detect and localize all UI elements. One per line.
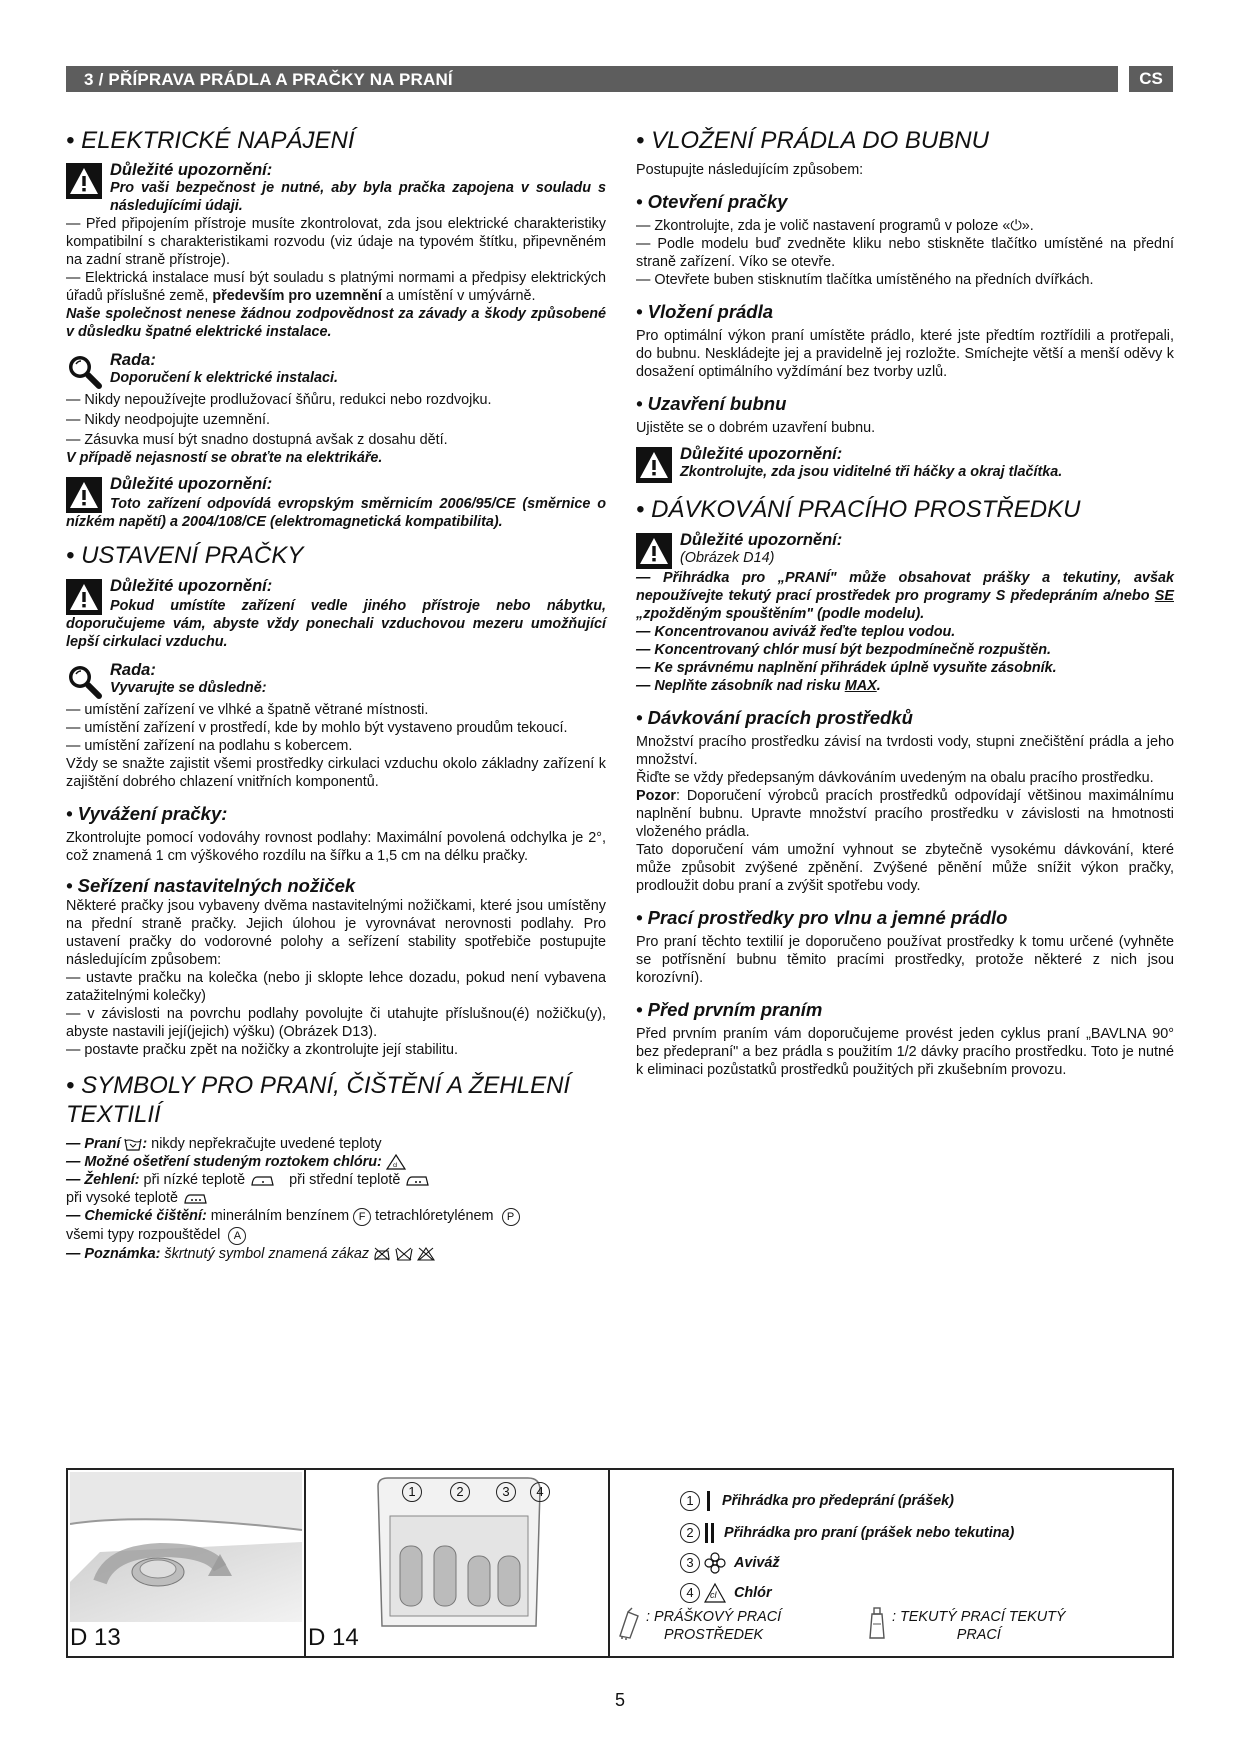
magnifier-icon bbox=[66, 663, 102, 699]
iron-medium-icon bbox=[404, 1173, 432, 1187]
paragraph: Pro optimální výkon praní umístěte prádlo, které jste předtím roztřídili a protřepali, do bubnu. Neskládejte jej a pravidelně jej rozložte. Smíchejte větší a menší oděvy k dosažení optimálního vyždímání bez tvorby uzlů. bbox=[636, 328, 1174, 381]
legend-row-1 bbox=[680, 1490, 954, 1512]
compartment-3-badge: 3 bbox=[496, 1482, 516, 1502]
warning-icon bbox=[636, 447, 672, 483]
figure-label-d13: D 13 bbox=[70, 1624, 121, 1651]
warning-text: Pro vaši bezpečnost je nutné, aby byla pračka zapojena v souladu s následujícími údaji. bbox=[110, 180, 606, 215]
chlorine-icon bbox=[704, 1582, 726, 1604]
list-item: — Otevřete buben stisknutím tlačítka umístěného na předních dvířkách. bbox=[636, 272, 1094, 289]
liquid-label-line2: PRACÍ bbox=[956, 1627, 1001, 1643]
list-item: — Nikdy neodpojujte uzemnění. bbox=[66, 412, 270, 429]
iron-high-icon bbox=[182, 1191, 210, 1205]
symbol-line-chem bbox=[66, 1207, 606, 1226]
powder-label bbox=[646, 1608, 781, 1644]
subheading-pred-pranim: • Před prvním praním bbox=[636, 998, 823, 1020]
chlorine-icon-label: cl bbox=[710, 1590, 717, 1600]
warning-text: Toto zařízení odpovídá evropským směrnicím 2006/95/CE (směrnice o nízkém napětí) a 2004/108/CE (elektromagnetická kompatibilita). bbox=[66, 496, 606, 531]
text: — Elektrická instalace musí být souladu s platnými normami a předpisy elektrických úřadů příslušné země, bbox=[66, 270, 606, 305]
warning-icon bbox=[66, 163, 102, 199]
compartment-2-badge: 2 bbox=[450, 1482, 470, 1502]
list-item: — Ke správnému naplnění přihrádek úplně vysuňte zásobník. bbox=[636, 659, 1057, 676]
left-column bbox=[66, 122, 606, 1263]
right-column bbox=[636, 122, 1174, 1079]
subheading-davkovani-prostredku: • Dávkování pracích prostředků bbox=[636, 706, 913, 728]
paragraph: Postupujte následujícím způsobem: bbox=[636, 162, 864, 179]
warning-text: (Obrázek D14) bbox=[680, 549, 775, 566]
text: při vysoké teplotě bbox=[66, 1190, 178, 1207]
text-underlined: SE bbox=[1154, 587, 1174, 604]
symbol-line-poznamka bbox=[66, 1245, 606, 1263]
symbol-line-zehleni bbox=[66, 1171, 606, 1189]
text: a umístění v umývárně. bbox=[381, 288, 536, 305]
paragraph: Vždy se snažte zajistit všemi prostředky cirkulaci vzduchu okolo základny zařízení k zajištění dobrého chlazení vnitřních komponentů. bbox=[66, 755, 606, 790]
warning-icon bbox=[66, 477, 102, 513]
list-item: — v závislosti na povrchu podlahy povolujte či utahujte příslušnou(é) nožičku(y), abyste nastavili její(jejich) výšku) (Obrázek D13). bbox=[66, 1005, 606, 1040]
text: při střední teplotě bbox=[289, 1172, 401, 1189]
colon: : bbox=[142, 1136, 148, 1153]
paragraph: Pro praní těchto textilií je doporučeno používat prostředky k tomu určené (vyhněte se potřísnění bubnu těmito pracími prostředky, protože některé z nich jsou korozívní). bbox=[636, 933, 1174, 986]
page-number: 5 bbox=[614, 1690, 625, 1710]
crossed-iron-icon bbox=[373, 1247, 391, 1261]
text: škrtnutý symbol znamená zákaz bbox=[160, 1246, 370, 1263]
tip-block-2 bbox=[66, 661, 606, 699]
paragraph bbox=[636, 787, 1174, 841]
label: — Poznámka: bbox=[66, 1246, 161, 1263]
text: — Přihrádka pro „PRANÍ" může obsahovat prášky a tekutiny, avšak nepoužívejte tekutý prací prostředek pro programy S předepráním a/nebo bbox=[636, 569, 1174, 604]
subheading-serizeni: • Seřízení nastavitelných nožiček bbox=[66, 874, 356, 896]
symbol-line-zehleni-high bbox=[66, 1189, 606, 1207]
paragraph: Řiďte se vždy předepsaným dávkováním uvedeným na obalu pracího prostředku. bbox=[636, 769, 1154, 786]
symbol-line-chlor bbox=[66, 1153, 606, 1171]
section-header bbox=[66, 66, 1118, 92]
tip-title: Rada: bbox=[110, 660, 156, 679]
subheading-uzavreni: • Uzavření bubnu bbox=[636, 393, 787, 415]
warning-block-1 bbox=[66, 161, 606, 215]
list-item: — Zkontrolujte, zda je volič nastavení programů v poloze «⏻». bbox=[636, 218, 1034, 235]
single-bar-icon bbox=[704, 1490, 714, 1512]
wash-tub-icon bbox=[124, 1137, 142, 1151]
dryclean-f-icon: F bbox=[353, 1208, 371, 1226]
warning-block-5 bbox=[636, 531, 1174, 569]
text: : Doporučení výrobců pracích prostředků odpovídají většinou maximálnímu naplnění bubnu. Upravte množství pracího prostředku v závislosti na hmotnosti vloženého prádla. bbox=[636, 787, 1174, 840]
list-item: — postavte pračku zpět na nožičky a zkontrolujte její stabilitu. bbox=[66, 1041, 458, 1058]
warning-title: Důležité upozornění: bbox=[680, 530, 843, 549]
text-underlined: MAX bbox=[844, 677, 877, 694]
list-item: — Nikdy nepoužívejte prodlužovací šňůru, redukci nebo rozdvojku. bbox=[66, 392, 492, 409]
legend-row-2 bbox=[680, 1522, 1014, 1544]
compartment-1-badge: 1 bbox=[402, 1482, 422, 1502]
text: při nízké teplotě bbox=[139, 1172, 246, 1189]
text: minerálním benzínem bbox=[206, 1208, 350, 1225]
list-item: — umístění zařízení v prostředí, kde by mohlo být vystaveno proudům tekoucí. bbox=[66, 719, 568, 736]
label: — Žehlení: bbox=[66, 1172, 140, 1189]
heading-davkovani: • DÁVKOVÁNÍ PRACÍHO PROSTŘEDKU bbox=[636, 496, 1081, 524]
paragraph: Zkontrolujte pomocí vodováhy rovnost podlahy: Maximální povolená odchylka je 2°, což znamená 1 cm výškového rozdílu na šířku a 1,5 cm na délku pračky. bbox=[66, 829, 606, 864]
tip-block-1 bbox=[66, 351, 606, 389]
legend-num: 2 bbox=[680, 1523, 700, 1543]
label: — Praní bbox=[66, 1136, 121, 1153]
legend-num: 3 bbox=[680, 1553, 700, 1573]
legend-num: 4 bbox=[680, 1583, 700, 1603]
list-item: — Koncentrovanou aviváž řeďte teplou vodou. bbox=[636, 623, 956, 640]
double-bar-icon bbox=[704, 1522, 716, 1544]
list-item: — Podle modelu buď zvedněte kliku nebo stiskněte tlačítko umístěné na přední straně zařízení. Víko se otevře. bbox=[636, 236, 1174, 271]
label: — Chemické čištění: bbox=[66, 1208, 207, 1225]
heading-symboly: • SYMBOLY PRO PRANÍ, ČIŠTĚNÍ A ŽEHLENÍ TEXTILIÍ bbox=[66, 1071, 571, 1128]
figure-box bbox=[66, 1468, 1174, 1658]
list-item: — ustavte pračku na kolečka (nebo ji sklopte lehce dozadu, pokud není vybavena zatažitelnými kolečky) bbox=[66, 969, 606, 1004]
section-title: 3 / PŘÍPRAVA PRÁDLA A PRAČKY NA PRANÍ bbox=[84, 70, 453, 89]
legend-text: Přihrádka pro předeprání (prášek) bbox=[722, 1493, 954, 1509]
dryclean-p-icon: P bbox=[502, 1208, 520, 1226]
subheading-vyvazeni: • Vyvážení pračky: bbox=[66, 802, 228, 824]
label: — Možné ošetření studeným roztokem chlóru: bbox=[66, 1154, 382, 1171]
warning-block-4 bbox=[636, 445, 1174, 483]
paragraph: Před prvním praním vám doporučujeme provést jeden cyklus praní „BAVLNA 90° bez předepraní" a bez prádla s použitím 1/2 dávky pracího prostředku. Toto je nutné k eliminaci pozůstatků prostředků použitých při zkušebním provozu. bbox=[636, 1025, 1174, 1078]
warning-icon bbox=[636, 533, 672, 569]
crossed-tub-icon bbox=[395, 1247, 413, 1261]
text: . bbox=[876, 677, 881, 694]
crossed-triangle-icon bbox=[417, 1247, 435, 1261]
list-item: — Koncentrovaný chlór musí být bezpodmínečně rozpuštěn. bbox=[636, 641, 1051, 658]
divider bbox=[608, 1470, 610, 1656]
warning-title: Důležité upozornění: bbox=[680, 445, 843, 464]
powder-label-line1: : PRÁŠKOVÝ PRACÍ bbox=[646, 1609, 782, 1625]
tip-title: Rada: bbox=[110, 351, 156, 370]
list-item: — umístění zařízení na podlahu s kobercem. bbox=[66, 737, 353, 754]
paragraph bbox=[66, 269, 606, 305]
paragraph: Ujistěte se o dobrém uzavření bubnu. bbox=[636, 420, 876, 437]
symbol-line-chem2 bbox=[66, 1226, 606, 1245]
dryclean-a-icon: A bbox=[228, 1227, 246, 1245]
subheading-vlna: • Prací prostředky pro vlnu a jemné prádlo bbox=[636, 906, 1008, 928]
powder-scoop-icon bbox=[614, 1606, 644, 1640]
heading-ustaveni-pracky: • USTAVENÍ PRAČKY bbox=[66, 542, 304, 570]
list-item bbox=[636, 677, 1174, 695]
iron-low-icon bbox=[249, 1173, 277, 1187]
divider bbox=[304, 1470, 306, 1656]
paragraph: Některé pračky jsou vybaveny dvěma nastavitelnými nožičkami, které jsou umístěny na přední straně pračky. Jejich úlohou je vyrovnávat nerovnosti podlahy. Pro ustavení pračky do vodorovné polohy a seřízení stability spotřebiče postupujte následujícím způsobem: bbox=[66, 897, 606, 968]
chlorine-triangle-icon bbox=[386, 1154, 406, 1170]
warning-title: Důležité upozornění: bbox=[110, 161, 273, 180]
warning-title: Důležité upozornění: bbox=[110, 475, 273, 494]
symbol-line-prani bbox=[66, 1135, 606, 1153]
subheading-otevreni: • Otevření pračky bbox=[636, 191, 788, 213]
svg-text:cl: cl bbox=[392, 1163, 398, 1170]
paragraph-emphasis: Naše společnost nenese žádnou zodpovědnost za závady a škody způsobené v důsledku špatné elektrické instalace. bbox=[66, 306, 606, 341]
powder-label-line2: PROSTŘEDEK bbox=[664, 1627, 764, 1643]
heading-elektricke-napajeni: • ELEKTRICKÉ NAPÁJENÍ bbox=[66, 127, 355, 154]
legend-row-4 bbox=[680, 1582, 772, 1604]
warning-icon bbox=[66, 579, 102, 615]
d13-foot-illustration bbox=[70, 1472, 302, 1622]
legend-num: 1 bbox=[680, 1491, 700, 1511]
warning-title: Důležité upozornění: bbox=[110, 576, 273, 595]
text: — Neplňte zásobník nad risku bbox=[636, 677, 845, 694]
flower-icon bbox=[704, 1552, 726, 1574]
heading-vlozeni-pradla: • VLOŽENÍ PRÁDLA DO BUBNU bbox=[636, 127, 989, 154]
legend-text: Přihrádka pro praní (prášek nebo tekutina) bbox=[724, 1525, 1015, 1541]
text: nikdy nepřekračujte uvedené teploty bbox=[147, 1136, 382, 1153]
language-badge: CS bbox=[1129, 66, 1173, 92]
text: „zpožděným spouštěním" (podle modelu). bbox=[636, 605, 925, 622]
liquid-bottle-icon bbox=[864, 1606, 890, 1640]
legend-text: Chlór bbox=[734, 1585, 772, 1601]
paragraph: — Před připojením přístroje musíte zkontrolovat, zda jsou elektrické charakteristiky kompatibilní s charakteristikami rozvodu (viz údaje na typovém štítku, připevněném na zadní straně přístroje). bbox=[66, 216, 606, 269]
warning-text: Zkontrolujte, zda jsou viditelné tři háčky a okraj tlačítka. bbox=[680, 464, 1063, 481]
paragraph: Množství pracího prostředku závisí na tvrdosti vody, stupni znečištění prádla a jeho množství. bbox=[636, 733, 1174, 768]
liquid-label bbox=[892, 1608, 1066, 1644]
tip-text: Doporučení k elektrické instalaci. bbox=[110, 370, 338, 387]
list-item bbox=[636, 569, 1174, 623]
legend-row-3 bbox=[680, 1552, 780, 1574]
compartment-4-badge: 4 bbox=[530, 1482, 550, 1502]
text-bold: Pozor bbox=[636, 787, 676, 804]
text: všemi typy rozpouštědel bbox=[66, 1227, 221, 1244]
magnifier-icon bbox=[66, 353, 102, 389]
legend-text: Aviváž bbox=[734, 1555, 780, 1571]
paragraph-emphasis: V případě nejasností se obraťte na elektrikáře. bbox=[66, 450, 383, 467]
tip-text: Vyvarujte se důsledně: bbox=[110, 679, 267, 696]
text-bold: především pro uzemnění bbox=[212, 288, 382, 305]
figure-label-d14: D 14 bbox=[308, 1624, 359, 1651]
list-item: — Zásuvka musí být snadno dostupná avšak z dosahu dětí. bbox=[66, 432, 448, 449]
text: tetrachlóretylénem bbox=[375, 1208, 494, 1225]
liquid-label-line1: : TEKUTÝ PRACÍ TEKUTÝ bbox=[892, 1609, 1066, 1625]
list-item: — umístění zařízení ve vlhké a špatně větrané místnosti. bbox=[66, 701, 429, 718]
paragraph: Tato doporučení vám umožní vyhnout se zbytečně vysokému dávkování, které může způsobit zvýšené zpěnění. Zvýšené pěnění může snížit výkon pračky, prodloužit dobu praní a zvýšit spotřebu vody. bbox=[636, 841, 1174, 894]
warning-text: Pokud umístíte zařízení vedle jiného přístroje nebo nábytku, doporučujeme vám, abyste vždy ponechali vzduchovou mezeru umožňující lepší cirkulaci vzduchu. bbox=[66, 597, 606, 650]
subheading-vlozeni: • Vložení prádla bbox=[636, 301, 774, 323]
